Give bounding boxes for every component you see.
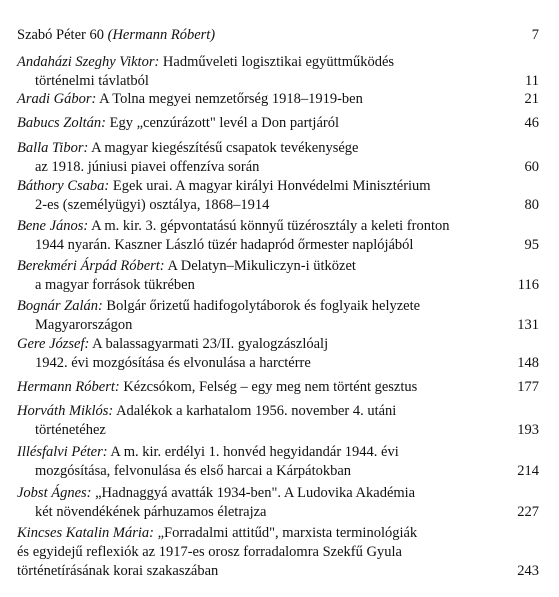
page-number: 21 <box>524 91 539 107</box>
entry-title-continued: mozgósítása, felvonulása és első harcai a Kárpátokban <box>35 463 352 479</box>
toc-entry <box>17 114 539 133</box>
entry-title: Bolgár őrizetű hadifogolytáborok és foglyaik helyzete <box>102 298 421 314</box>
entry-title: A m. kir. erdélyi 1. honvéd hegyidandár 1944. évi <box>107 444 399 460</box>
page-number: 46 <box>524 115 539 131</box>
entry-author: Andaházi Szeghy Viktor: <box>17 54 160 70</box>
entry-title: A magyar kiegészítésű csapatok tevékenysége <box>88 140 359 156</box>
page-number: 11 <box>525 73 539 89</box>
page-number: 60 <box>524 159 539 175</box>
entry-title: „Forradalmi attitűd", marxista terminológiák <box>153 525 418 541</box>
entry-author: Illésfalvi Péter: <box>17 444 108 460</box>
page-number: 193 <box>517 422 539 438</box>
entry-author: Kincses Katalin Mária: <box>17 525 154 541</box>
entry-author: Aradi Gábor: <box>17 91 97 107</box>
entry-author: Hermann Róbert: <box>17 379 120 395</box>
entry-title: A Tolna megyei nemzetőrség 1918–1919-ben <box>96 91 363 107</box>
toc-entry <box>17 257 539 295</box>
page-number: 116 <box>517 277 539 293</box>
entry-title-continued: történetéhez <box>35 422 106 438</box>
entry-title: Szabó Péter 60 <box>17 27 104 43</box>
toc-entry <box>17 90 539 109</box>
entry-author: Báthory Csaba: <box>17 178 110 194</box>
entry-title: Egy „cenzúrázott" levél a Don partjáról <box>106 115 339 131</box>
toc-entry <box>17 139 539 177</box>
entry-author: Bene János: <box>17 218 89 234</box>
toc-entry <box>17 26 539 45</box>
entry-author: Horváth Miklós: <box>17 403 114 419</box>
page-number: 148 <box>517 355 539 371</box>
entry-title-continued: az 1918. júniusi piavei offenzíva során <box>35 159 260 175</box>
entry-author: Bognár Zalán: <box>17 298 103 314</box>
entry-title: Kézcsókom, Felség – egy meg nem történt gesztus <box>119 379 418 395</box>
entry-author: Balla Tibor: <box>17 140 89 156</box>
page-number: 177 <box>517 379 539 395</box>
toc-entry <box>17 443 539 481</box>
entry-title-continued: a magyar források tükrében <box>35 277 195 293</box>
entry-title-continued: két növendékének párhuzamos életrajza <box>35 504 267 520</box>
toc-entry <box>17 402 539 440</box>
entry-title: Adalékok a karhatalom 1956. november 4. utáni <box>113 403 397 419</box>
toc-entry <box>17 217 539 255</box>
entry-author: Babucs Zoltán: <box>17 115 107 131</box>
toc-entry <box>17 335 539 373</box>
toc-entry <box>17 53 539 91</box>
toc-entry <box>17 378 539 397</box>
entry-subtitle: (Hermann Róbert) <box>103 27 216 43</box>
entry-author: Jobst Ágnes: <box>17 485 92 501</box>
entry-title-continued: Magyarországon <box>35 317 133 333</box>
entry-title: A m. kir. 3. gépvontatású könnyű tüzérosztály a keleti fronton <box>88 218 450 234</box>
entry-title: Egek urai. A magyar királyi Honvédelmi Minisztérium <box>109 178 431 194</box>
page-number: 214 <box>517 463 539 479</box>
entry-author: Berekméri Árpád Róbert: <box>17 258 165 274</box>
page-number: 95 <box>524 237 539 253</box>
entry-title-continued: 2-es (személyügyi) osztálya, 1868–1914 <box>35 197 270 213</box>
toc-entry <box>17 177 539 215</box>
page-number: 80 <box>524 197 539 213</box>
entry-title-continued: történelmi távlatból <box>35 73 149 89</box>
toc-entry <box>17 297 539 335</box>
toc-entry <box>17 484 539 522</box>
entry-title: A balassagyarmati 23/II. gyalogzászlóalj <box>89 336 329 352</box>
page-number: 227 <box>517 504 539 520</box>
entry-title-continued: és egyidejű reflexiók az 1917-es orosz forradalomra Szekfű Gyula <box>17 544 402 560</box>
toc-entry <box>17 524 539 581</box>
page-number: 243 <box>517 563 539 579</box>
entry-title-continued: történetírásának korai szakaszában <box>17 563 219 579</box>
entry-title: „Hadnaggyá avatták 1934-ben". A Ludovika Akadémia <box>91 485 416 501</box>
entry-title-continued: 1942. évi mozgósítása és elvonulása a harctérre <box>35 355 311 371</box>
entry-title: A Delatyn–Mikuliczyn-i ütközet <box>164 258 356 274</box>
entry-title-continued: 1944 nyarán. Kaszner László tüzér hadapród őrmester naplójából <box>35 237 414 253</box>
entry-title: Hadműveleti logisztikai együttműködés <box>159 54 395 70</box>
page-number: 7 <box>531 27 539 43</box>
entry-author: Gere József: <box>17 336 90 352</box>
page-number: 131 <box>517 317 539 333</box>
